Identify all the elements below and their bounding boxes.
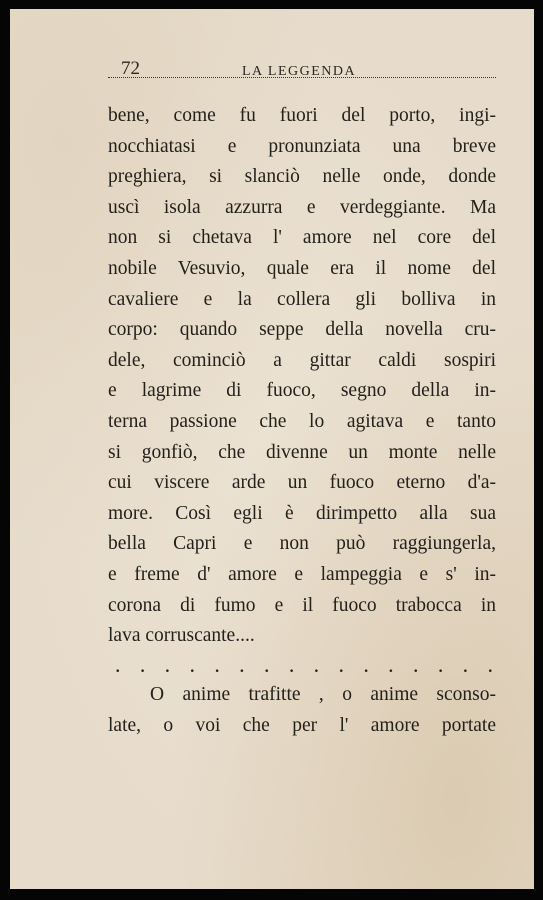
text-line: late, o voi che per l' amore portate (108, 714, 496, 736)
text-line: nocchiatasi e pronunziata una breve (108, 135, 496, 157)
header-rule (108, 77, 496, 78)
text-line: cui viscere arde un fuoco eterno d'a- (108, 472, 496, 494)
text-line: bella Capri e non può raggiungerla, (108, 533, 496, 555)
text-line: e lagrime di fuoco, segno della in- (108, 380, 496, 402)
text-line: bene, come fu fuori del porto, ingi- (108, 105, 496, 126)
text-line: corpo: quando seppe della novella cru- (108, 319, 496, 341)
main-paragraph (108, 101, 496, 652)
text-line: dele, cominciò a gittar caldi sospiri (108, 349, 496, 371)
text-line: more. Così egli è dirimpetto alla sua (108, 502, 496, 524)
text-line: O anime trafitte , o anime sconso- (150, 684, 496, 705)
text-line: si gonfiò, che divenne un monte nelle (108, 441, 496, 463)
text-line: corona di fumo e il fuoco trabocca in (108, 594, 496, 616)
text-line: nobile Vesuvio, quale era il nome del (108, 257, 496, 279)
text-line: terna passione che lo agitava e tanto (108, 410, 496, 432)
page-number: 72 (121, 58, 140, 79)
text-line: cavaliere e la collera gli bolliva in (108, 288, 496, 310)
continuation-paragraph (108, 680, 496, 741)
text-line: preghiera, si slanciò nelle onde, donde (108, 166, 496, 188)
text-line: lava corruscante.... (108, 625, 255, 647)
text-line: uscì isola azzurra e verdeggiante. Ma (108, 196, 496, 218)
text-line: e freme d' amore e lampeggia e s' in- (108, 563, 496, 585)
text-line: non si chetava l' amore nel core del (108, 227, 496, 249)
running-head: LA LEGGENDA (242, 64, 357, 79)
section-separator: . . . . . . . . . . . . . . . . (115, 652, 493, 677)
